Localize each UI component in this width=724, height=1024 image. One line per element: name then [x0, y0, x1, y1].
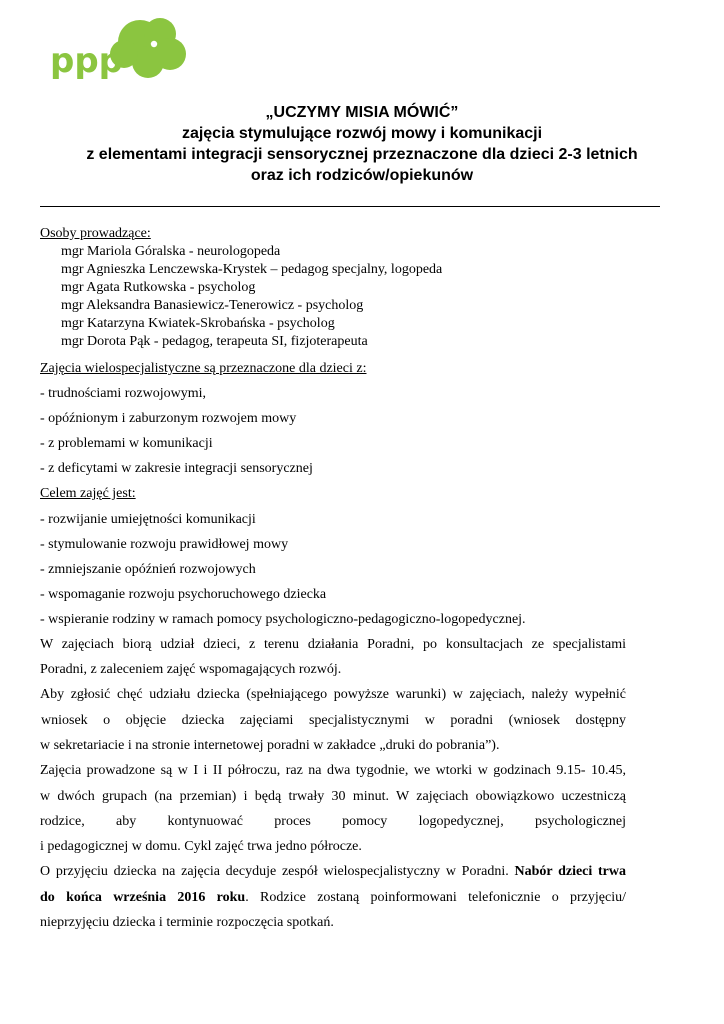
target-heading: Zajęcia wielospecjalistyczne są przeznaczone dla dzieci z:: [40, 361, 367, 376]
enrollment-text: O przyjęciu dziecka na zajęcia decyduje zespół wielospecjalistyczny w Poradni.: [40, 864, 515, 879]
title-line-2: zajęcia stymulujące rozwój mowy i komunikacji: [181, 125, 543, 142]
staff-member: mgr Dorota Pąk - pedagog, terapeuta SI, fizjoterapeuta: [61, 334, 368, 349]
paragraph-application-line: w sekretariacie i na stronie internetowej poradni w zakładce „druki do pobrania”).: [40, 738, 500, 753]
title-divider: [40, 206, 660, 207]
goal-item: - wspieranie rodziny w ramach pomocy psychologiczno-pedagogiczno-logopedycznej.: [40, 612, 526, 627]
title-line-4: oraz ich rodziców/opiekunów: [250, 167, 474, 184]
staff-member: mgr Katarzyna Kwiatek-Skrobańska - psycholog: [61, 316, 335, 331]
staff-member: mgr Aleksandra Banasiewicz-Tenerowicz - psycholog: [61, 298, 364, 313]
goal-item: - zmniejszanie opóźnień rozwojowych: [40, 562, 256, 577]
document-title: [30, 102, 694, 186]
paragraph-enrollment-line: nieprzyjęciu dziecka i terminie rozpoczęcia spotkań.: [40, 915, 334, 930]
staff-member: mgr Agnieszka Lenczewska-Krystek – pedagog specjalny, logopeda: [61, 262, 443, 277]
staff-member: mgr Agata Rutkowska - psycholog: [61, 280, 256, 295]
paragraph-application-line: wniosek o objęcie dziecka zajęciami specjalistycznymi w poradni (wniosek dostępny: [41, 713, 626, 728]
logo-eye: [151, 41, 157, 47]
paragraph-schedule-line: rodzice, aby kontynuować proces pomocy logopedycznej, psychologicznej: [40, 814, 626, 829]
staff-member: mgr Mariola Góralska - neurologopeda: [61, 244, 281, 259]
staff-heading: Osoby prowadzące:: [40, 226, 151, 241]
logo-text: ppp: [50, 41, 124, 81]
goal-item: - stymulowanie rozwoju prawidłowej mowy: [40, 537, 289, 552]
paragraph-schedule-line: Zajęcia prowadzone są w I i II półroczu, raz na dwa tygodnie, we wtorki w godzinach 9.15- 10.45,: [40, 763, 626, 778]
enrollment-deadline-bold: Nabór dzieci trwa: [514, 864, 626, 879]
paragraph-participation-line: Poradni, z zaleceniem zajęć wspomagających rozwój.: [40, 662, 342, 677]
paragraph-application-line: Aby zgłosić chęć udziału dziecka (spełniającego powyższe warunki) w zajęciach, należy wypełnić: [40, 687, 626, 702]
target-item: - z deficytami w zakresie integracji sensorycznej: [40, 461, 313, 476]
paragraph-enrollment-line: [40, 863, 626, 881]
paragraph-schedule-line: i pedagogicznej w domu. Cykl zajęć trwa jedno półrocze.: [40, 839, 362, 854]
paragraph-enrollment-line: [40, 889, 626, 907]
enrollment-text: . Rodzice zostaną poinformowani telefonicznie o przyjęciu/: [245, 890, 626, 905]
target-item: - trudnościami rozwojowymi,: [40, 386, 207, 401]
ppp-logo: [48, 14, 190, 84]
enrollment-deadline-date: do końca września 2016 roku: [40, 890, 246, 905]
goal-item: - rozwijanie umiejętności komunikacji: [40, 512, 256, 527]
goals-heading: Celem zajęć jest:: [40, 486, 136, 501]
staff-list: [61, 243, 442, 351]
title-line-3: z elementami integracji sensorycznej przeznaczone dla dzieci 2-3 letnich: [86, 146, 638, 163]
paragraph-schedule-line: w dwóch grupach (na przemian) i będą trwały 30 minut. W zajęciach obowiązkowo uczestniczą: [40, 789, 626, 804]
target-item: - z problemami w komunikacji: [40, 436, 213, 451]
paragraph-participation-line: W zajęciach biorą udział dzieci, z terenu działania Poradni, po konsultacjach ze specjalistami: [40, 637, 626, 652]
target-item: - opóźnionym i zaburzonym rozwojem mowy: [40, 411, 297, 426]
title-line-1: „UCZYMY MISIA MÓWIĆ”: [265, 104, 459, 121]
goal-item: - wspomaganie rozwoju psychoruchowego dziecka: [40, 587, 327, 602]
